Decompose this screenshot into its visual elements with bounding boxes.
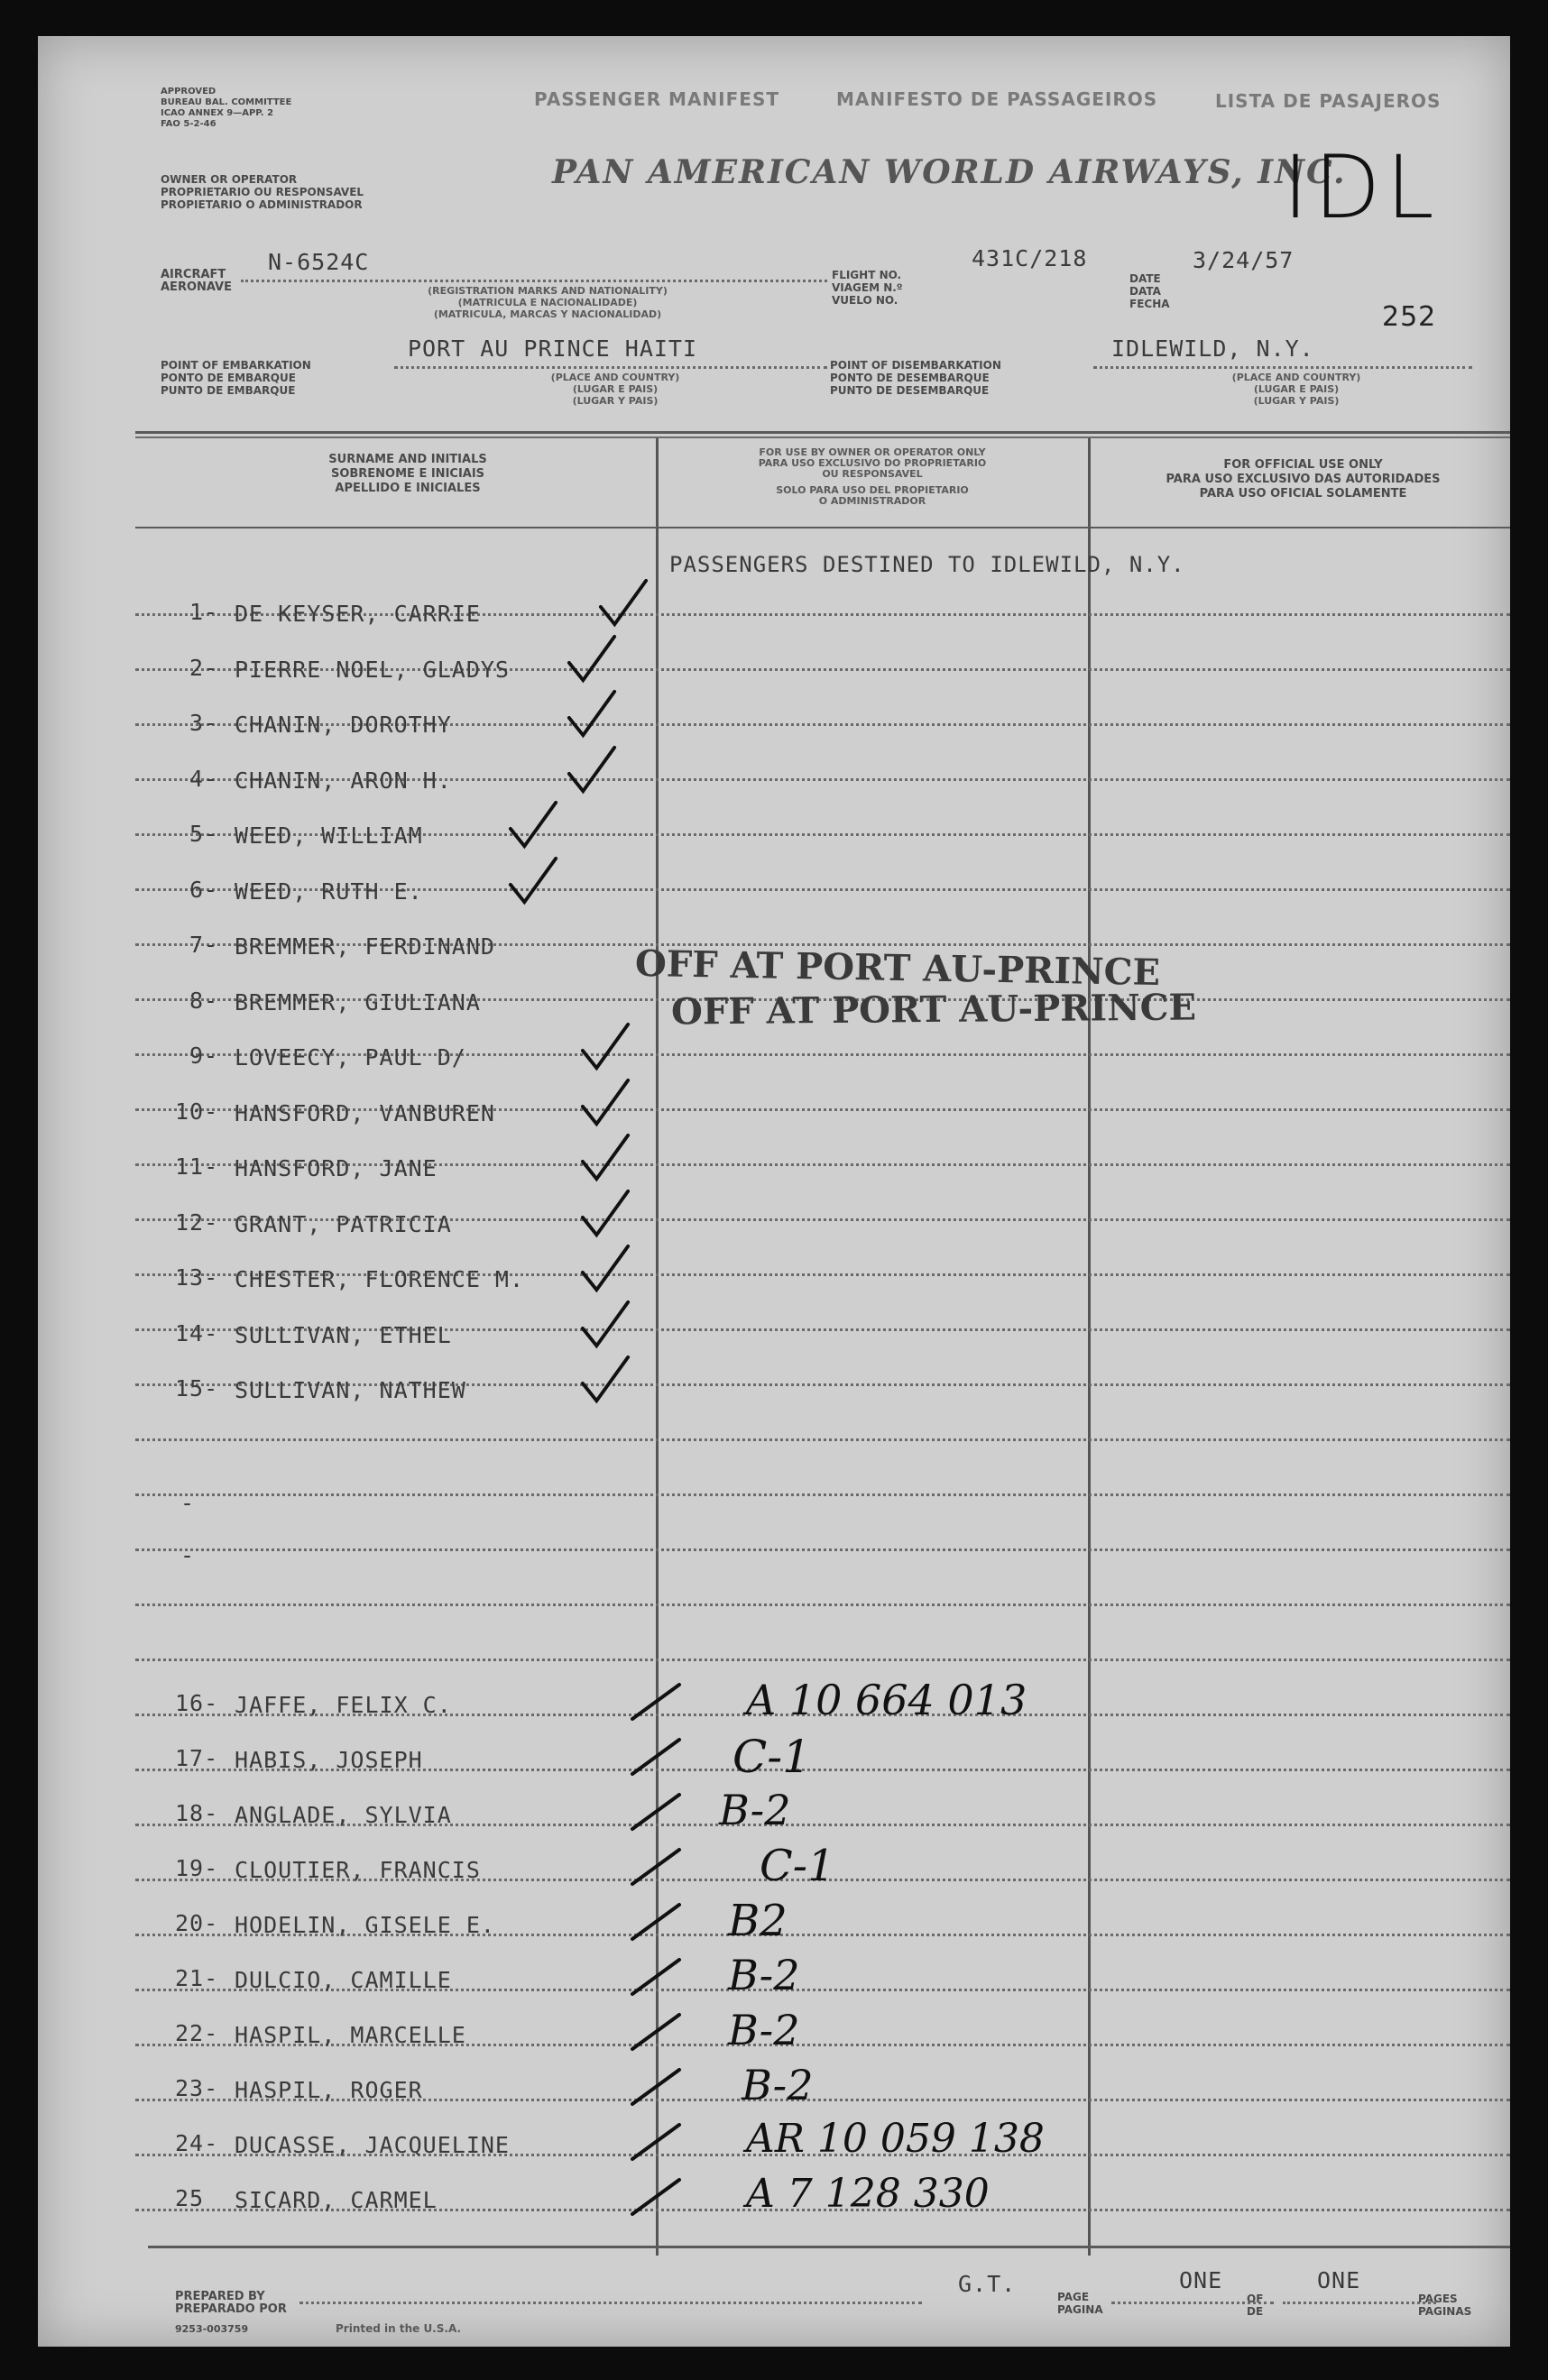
- embarkation-label-line: PUNTO DE EMBARQUE: [161, 384, 296, 397]
- disembarkation-place-note: [1188, 372, 1405, 407]
- row-rule: [135, 1604, 1510, 1606]
- visa-document-code: B-2: [728, 2006, 800, 2054]
- aircraft-registration: N-6524C: [268, 249, 370, 275]
- column-header-line: PARA USO EXCLUSIVO DAS AUTORIDADES: [1166, 473, 1441, 486]
- passenger-number: 17-: [175, 1745, 219, 1771]
- tick-slash-icon: [629, 2121, 683, 2163]
- passenger-number: 6-: [189, 876, 219, 903]
- tick-slash-icon: [629, 1846, 683, 1888]
- passenger-number: 7-: [189, 932, 219, 958]
- tick-slash-icon: [629, 1956, 683, 1998]
- column-divider-2: [1088, 438, 1091, 2256]
- passenger-number: 14-: [175, 1319, 219, 1346]
- passenger-number: 23-: [175, 2075, 219, 2101]
- table-top-rule-2: [135, 436, 1510, 438]
- blank-row-mark: -: [180, 1542, 196, 1568]
- passenger-number: 3-: [189, 710, 219, 736]
- row-rule: [135, 1548, 1510, 1551]
- passenger-number: 8-: [189, 987, 219, 1014]
- flight-date: 3/24/57: [1193, 247, 1295, 273]
- visa-document-code: AR 10 059 138: [746, 2116, 1045, 2162]
- column-header-line: O ADMINISTRADOR: [818, 495, 926, 507]
- date-label: [1129, 272, 1170, 310]
- of-rule: [1283, 2302, 1436, 2304]
- approval-line: FAO 5-2-46: [161, 119, 217, 129]
- passenger-number: 4-: [189, 765, 219, 792]
- passenger-name: BREMMER, GIULIANA: [235, 988, 481, 1015]
- manifest-sheet: [38, 36, 1510, 2347]
- title-spanish: LISTA DE PASAJEROS: [1215, 90, 1442, 112]
- column-header-line: PARA USO EXCLUSIVO DO PROPRIETARIO: [758, 457, 987, 469]
- checkmark-icon: [566, 688, 618, 740]
- page-stamp-number: 252: [1382, 301, 1437, 333]
- tick-slash-icon: [629, 2011, 683, 2053]
- embarkation-label-line: POINT OF EMBARKATION: [161, 359, 311, 372]
- carrier-name: PAN AMERICAN WORLD AIRWAYS, INC.: [552, 153, 1347, 191]
- tick-slash-icon: [629, 1791, 683, 1833]
- column-header-line: PARA USO OFICIAL SOLAMENTE: [1199, 487, 1407, 501]
- passenger-name: HASPIL, ROGER: [235, 2077, 423, 2103]
- tick-slash-icon: [629, 1736, 683, 1778]
- approval-block: [161, 87, 291, 130]
- flight-number: 431C/218: [972, 245, 1088, 271]
- passenger-number: 2-: [189, 654, 219, 681]
- of-label-line: OF: [1247, 2293, 1264, 2305]
- place-note-line: (LUGAR Y PAIS): [1253, 395, 1340, 407]
- passenger-name: DULCIO, CAMILLE: [235, 1967, 452, 1993]
- page-number: ONE: [1179, 2267, 1223, 2293]
- place-note-line: (PLACE AND COUNTRY): [1231, 372, 1361, 383]
- date-label-line: DATA: [1129, 285, 1161, 298]
- row-rule: [135, 1493, 1510, 1496]
- pages-label: [1418, 2293, 1471, 2318]
- off-at-port-stamp: OFF AT PORT AU-PRINCE: [670, 986, 1197, 1034]
- registration-note-line: (REGISTRATION MARKS AND NATIONALITY): [428, 285, 668, 297]
- checkmark-icon: [579, 1299, 631, 1351]
- passenger-name: DUCASSE, JACQUELINE: [235, 2132, 510, 2158]
- passenger-name: LOVEECY, PAUL D/: [235, 1044, 466, 1071]
- disembarkation-label: [830, 359, 1001, 397]
- column-header-official: [1098, 458, 1508, 501]
- passenger-name: HABIS, JOSEPH: [235, 1747, 423, 1773]
- passenger-name: WEED, RUTH E.: [235, 878, 423, 905]
- passenger-name: HANSFORD, JANE: [235, 1155, 438, 1181]
- embarkation-label-line: PONTO DE EMBARQUE: [161, 372, 296, 384]
- printed-in-usa: Printed in the U.S.A.: [336, 2322, 462, 2335]
- passenger-number: 11-: [175, 1153, 219, 1180]
- embarkation-place-note: [507, 372, 723, 407]
- approval-line: APPROVED: [161, 87, 217, 96]
- passenger-number: 12-: [175, 1208, 219, 1236]
- page-label-line: PAGINA: [1057, 2303, 1103, 2316]
- gt-code: G.T.: [958, 2271, 1017, 2297]
- column-header-line: SURNAME AND INITIALS: [328, 453, 487, 466]
- passenger-number: 16-: [175, 1690, 219, 1716]
- passenger-number: 10-: [175, 1098, 219, 1125]
- visa-document-code: B-2: [719, 1786, 791, 1834]
- passenger-name: SULLIVAN, ETHEL: [235, 1321, 452, 1348]
- passenger-number: 15-: [175, 1375, 219, 1401]
- aircraft-label: [161, 269, 232, 294]
- of-label-line: DE: [1247, 2305, 1264, 2318]
- blank-row-mark: -: [180, 1490, 196, 1516]
- passenger-number: 19-: [175, 1855, 219, 1881]
- title-portuguese: MANIFESTO DE PASSAGEIROS: [836, 88, 1158, 110]
- prepared-by-line: PREPARED BY: [175, 2290, 265, 2303]
- passenger-name: CLOUTIER, FRANCIS: [235, 1857, 481, 1883]
- embarkation-label: [161, 359, 311, 397]
- registration-note-line: (MATRICULA E NACIONALIDADE): [457, 297, 638, 308]
- passenger-number: 22-: [175, 2020, 219, 2046]
- registration-note-line: (MATRICULA, MARCAS Y NACIONALIDAD): [433, 308, 662, 320]
- passenger-name: HANSFORD, VANBUREN: [235, 1099, 495, 1126]
- passenger-number: 9-: [189, 1043, 219, 1069]
- embarkation-rule: [394, 366, 827, 369]
- column-header-line: APELLIDO E INICIALES: [335, 482, 481, 495]
- passenger-name: WEED, WILLIAM: [235, 822, 423, 849]
- flight-label-line: FLIGHT NO.: [832, 269, 902, 281]
- form-number: 9253-003759: [175, 2323, 249, 2335]
- checkmark-icon: [566, 744, 618, 796]
- prepared-by-label: [175, 2291, 287, 2316]
- column-header-line: FOR OFFICIAL USE ONLY: [1223, 458, 1383, 472]
- date-label-line: DATE: [1129, 272, 1161, 285]
- place-note-line: (LUGAR Y PAIS): [572, 395, 659, 407]
- passenger-name: GRANT, PATRICIA: [235, 1210, 452, 1237]
- passenger-name: CHANIN, ARON H.: [235, 767, 452, 794]
- owner-label: [161, 173, 364, 211]
- passenger-name: BREMMER, FERDINAND: [235, 933, 495, 960]
- place-note-line: (PLACE AND COUNTRY): [550, 372, 680, 383]
- row-rule: [135, 1659, 1510, 1661]
- column-header-line: SOLO PARA USO DEL PROPIETARIO: [776, 484, 969, 496]
- registration-note: [336, 285, 760, 320]
- pages-label-line: PAGES: [1418, 2293, 1458, 2305]
- passenger-number: 5-: [189, 821, 219, 847]
- aircraft-label-line: AERONAVE: [161, 280, 233, 294]
- column-header-line: FOR USE BY OWNER OR OPERATOR ONLY: [759, 446, 986, 458]
- visa-document-code: B2: [728, 1896, 788, 1946]
- column-header-line: OU RESPONSAVEL: [822, 468, 923, 480]
- pages-label-line: PAGINAS: [1418, 2305, 1472, 2318]
- flight-label-line: VUELO NO.: [832, 294, 898, 307]
- tick-slash-icon: [629, 2176, 683, 2218]
- row-rule: [135, 1438, 1510, 1441]
- passenger-name: CHESTER, FLORENCE M.: [235, 1266, 525, 1292]
- passenger-number: 1-: [189, 599, 219, 625]
- passenger-name: HODELIN, GISELE E.: [235, 1912, 495, 1938]
- flight-label: [832, 269, 903, 307]
- passenger-number: 25: [175, 2185, 205, 2211]
- checkmark-icon: [507, 855, 559, 907]
- passenger-name: PIERRE NOEL, GLADYS: [235, 656, 510, 683]
- visa-document-code: C-1: [760, 1841, 835, 1891]
- date-label-line: FECHA: [1129, 298, 1170, 310]
- prepared-by-rule: [299, 2302, 922, 2304]
- flight-label-line: VIAGEM N.º: [832, 281, 903, 294]
- owner-label-line: PROPRIETARIO OU RESPONSAVEL: [161, 186, 364, 198]
- column-header-line: SOBRENOME E INICIAIS: [330, 467, 485, 481]
- disembarkation-label-line: PONTO DE DESEMBARQUE: [830, 372, 990, 384]
- passenger-number: 13-: [175, 1264, 219, 1291]
- destination-note: PASSENGERS DESTINED TO IDLEWILD, N.Y.: [669, 552, 1185, 577]
- owner-label-line: PROPIETARIO O ADMINISTRADOR: [161, 198, 363, 211]
- passenger-number: 21-: [175, 1965, 219, 1991]
- disembarkation-rule: [1093, 366, 1472, 369]
- page-label: [1057, 2291, 1103, 2316]
- visa-document-code: A 7 128 330: [746, 2171, 990, 2217]
- passenger-name: DE KEYSER, CARRIE: [235, 601, 481, 627]
- passenger-name: HASPIL, MARCELLE: [235, 2022, 466, 2048]
- approval-line: ICAO ANNEX 9—APP. 2: [161, 108, 274, 118]
- checkmark-icon: [579, 1021, 631, 1073]
- passenger-name: ANGLADE, SYLVIA: [235, 1802, 452, 1828]
- checkmark-icon: [579, 1243, 631, 1295]
- off-at-port-stamp: OFF AT PORT AU-PRINCE: [634, 942, 1161, 995]
- checkmark-icon: [579, 1188, 631, 1240]
- prepared-by-line: PREPARADO POR: [175, 2302, 287, 2316]
- footer-rule: [148, 2246, 1510, 2248]
- checkmark-icon: [579, 1354, 631, 1406]
- checkmark-icon: [597, 577, 650, 629]
- total-pages: ONE: [1317, 2267, 1361, 2293]
- disembarkation-label-line: POINT OF DISEMBARKATION: [830, 359, 1001, 372]
- visa-document-code: B-2: [742, 2061, 814, 2109]
- aircraft-rule: [241, 280, 827, 282]
- disembarkation-point: IDLEWILD, N.Y.: [1111, 335, 1314, 362]
- aircraft-label-line: AIRCRAFT: [161, 268, 226, 281]
- checkmark-icon: [566, 633, 618, 685]
- visa-document-code: B-2: [728, 1951, 800, 1999]
- of-label: [1247, 2293, 1263, 2318]
- passenger-name: CHANIN, DOROTHY: [235, 712, 452, 738]
- header-bottom-rule: [135, 527, 1510, 528]
- embarkation-point: PORT AU PRINCE HAITI: [408, 335, 698, 362]
- approval-line: BUREAU BAL. COMMITTEE: [161, 97, 292, 107]
- page-label-line: PAGE: [1057, 2291, 1090, 2303]
- checkmark-icon: [579, 1077, 631, 1129]
- passenger-name: SICARD, CARMEL: [235, 2187, 438, 2213]
- place-note-line: (LUGAR E PAIS): [572, 383, 659, 395]
- tick-slash-icon: [629, 1681, 683, 1723]
- visa-document-code: C-1: [733, 1731, 811, 1783]
- column-header-surname: [173, 453, 642, 496]
- passenger-number: 24-: [175, 2130, 219, 2156]
- place-note-line: (LUGAR E PAIS): [1253, 383, 1340, 395]
- table-top-rule: [135, 431, 1510, 434]
- title-english: PASSENGER MANIFEST: [534, 88, 779, 110]
- column-header-owner: [665, 447, 1080, 507]
- passenger-number: 18-: [175, 1800, 219, 1826]
- tick-slash-icon: [629, 2066, 683, 2108]
- checkmark-icon: [579, 1132, 631, 1184]
- passenger-name: JAFFE, FELIX C.: [235, 1692, 452, 1718]
- tick-slash-icon: [629, 1901, 683, 1943]
- checkmark-icon: [507, 799, 559, 851]
- passenger-number: 20-: [175, 1910, 219, 1936]
- disembarkation-label-line: PUNTO DE DESEMBARQUE: [830, 384, 990, 397]
- handwritten-port-code: IDL: [1283, 137, 1440, 238]
- visa-document-code: A 10 664 013: [746, 1676, 1027, 1724]
- owner-label-line: OWNER OR OPERATOR: [161, 173, 298, 186]
- passenger-name: SULLIVAN, NATHEW: [235, 1377, 466, 1403]
